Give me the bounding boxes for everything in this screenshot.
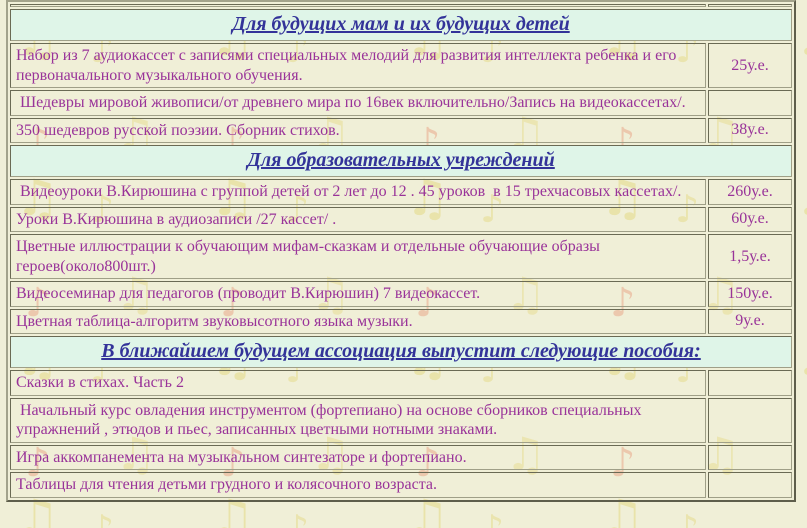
- item-price-cell: 260у.е.: [708, 179, 792, 205]
- section-header-text: В ближайшем будущем ассоциация выпустит следующие пособия:: [101, 340, 701, 363]
- section-header-row: [10, 145, 792, 177]
- item-description-cell: Шедевры мировой живописи/от древнего мира по 16век включительно/Запись на видеокассетах/.: [10, 90, 706, 116]
- item-description-cell: 350 шедевров русской поэзии. Сборник стихов.: [10, 118, 706, 144]
- section-header-text: Для будущих мам и их будущих детей: [232, 13, 570, 35]
- table-row: [10, 398, 792, 443]
- item-description-cell: Таблицы для чтения детьми грудного и колясочного возраста.: [10, 472, 706, 498]
- cutoff-desc-cell: [10, 4, 706, 7]
- item-price-cell: [708, 90, 792, 116]
- section-header-row: [10, 9, 792, 41]
- item-description-cell: Игра аккомпанемента на музыкальном синтезаторе и фортепиано.: [10, 445, 706, 471]
- item-description-cell: Начальный курс овладения инструментом (фортепиано) на основе сборников специальных упражнений , этюдов и пьес, записанных цветными нотными знаками.: [10, 398, 706, 443]
- table-row: [10, 207, 792, 233]
- cutoff-row: [10, 4, 792, 7]
- price-table: [6, 0, 796, 502]
- item-price-cell: 1,5у.е.: [708, 234, 792, 279]
- table-row: [10, 281, 792, 307]
- item-description-cell: Цветные иллюстрации к обучающим мифам-сказкам и отдельные обучающие образы героев(около800шт.): [10, 234, 706, 279]
- item-price-cell: 9у.е.: [708, 309, 792, 335]
- table-row: [10, 445, 792, 471]
- price-list: [6, 0, 796, 502]
- item-price-cell: [708, 370, 792, 396]
- item-description-cell: Видеосеминар для педагогов (проводит В.Кирюшин) 7 видеокассет.: [10, 281, 706, 307]
- table-row: [10, 472, 792, 498]
- table-row: [10, 43, 792, 88]
- item-price-cell: 25у.е.: [708, 43, 792, 88]
- item-price-cell: 38у.е.: [708, 118, 792, 144]
- item-description-cell: Сказки в стихах. Часть 2: [10, 370, 706, 396]
- table-row: [10, 234, 792, 279]
- item-description-cell: Цветная таблица-алгоритм звуковысотного языка музыки.: [10, 309, 706, 335]
- item-price-cell: [708, 398, 792, 443]
- section-header: [10, 9, 792, 41]
- item-price-cell: [708, 445, 792, 471]
- cutoff-price-cell: [708, 4, 792, 7]
- item-price-cell: 150у.е.: [708, 281, 792, 307]
- item-price-cell: [708, 472, 792, 498]
- item-description-cell: Видеоуроки В.Кирюшина с группой детей от 2 лет до 12 . 45 уроков в 15 трехчасовых кассетах/.: [10, 179, 706, 205]
- section-header: [10, 145, 792, 177]
- table-row: [10, 179, 792, 205]
- section-header: [10, 336, 792, 368]
- item-description-cell: Набор из 7 аудиокассет с записями специальных мелодий для развития интеллекта ребенка и его первоначального музыкального обучения.: [10, 43, 706, 88]
- section-header-row: [10, 336, 792, 368]
- item-price-cell: 60у.е.: [708, 207, 792, 233]
- section-header-text: Для образовательных учреждений: [247, 149, 555, 172]
- table-row: [10, 370, 792, 396]
- table-row: [10, 118, 792, 144]
- table-row: [10, 309, 792, 335]
- table-row: [10, 90, 792, 116]
- item-description-cell: Уроки В.Кирюшина в аудиозаписи /27 кассет/ .: [10, 207, 706, 233]
